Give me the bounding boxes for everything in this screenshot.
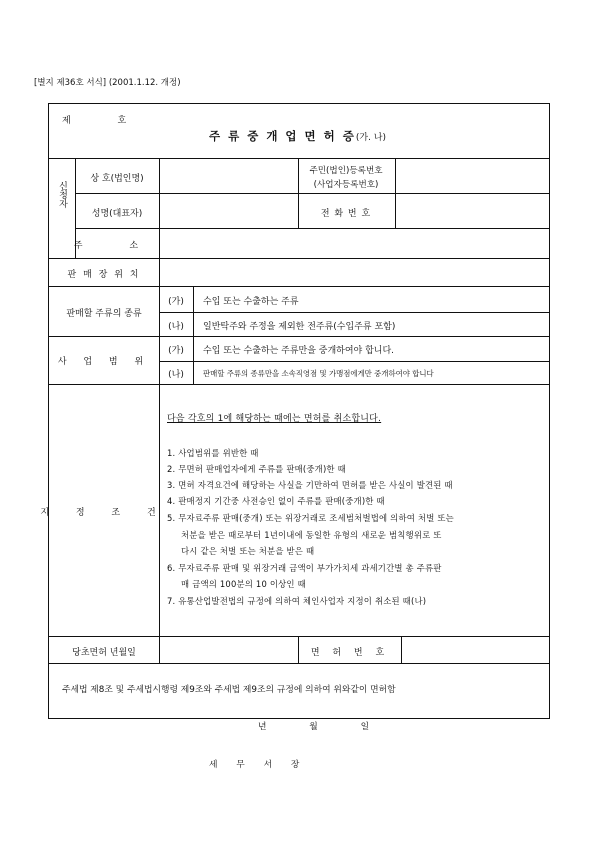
divider-title xyxy=(48,158,550,159)
license-mid-border-1 xyxy=(298,636,299,663)
original-license-date-label: 당초면허 년월일 xyxy=(72,648,136,658)
address-label: 주 소 xyxy=(73,241,161,251)
business-number-label: (사업자등록번호) xyxy=(313,180,379,190)
business-name-label: 상 호(법인명) xyxy=(90,174,144,184)
liquor-type-item: 일반탁주와 주정을 제외한 전주류(수입주류 포함) xyxy=(203,322,396,332)
scope-marker: (나) xyxy=(168,370,184,380)
divider-liquor-types xyxy=(159,312,550,313)
condition-item: 5. 무자료주류 판매(중개) 또는 위장거래로 조세범처벌법에 의하여 처벌 또는 xyxy=(167,513,454,523)
divider-scope xyxy=(159,361,550,362)
representative-name-label: 성명(대표자) xyxy=(91,209,143,219)
marker-column-border xyxy=(193,286,194,384)
divider-liquor-end xyxy=(48,336,550,337)
applicant-group-text: 신청자 xyxy=(57,181,67,208)
liquor-types-label: 판매할 주류의 종류 xyxy=(66,309,142,319)
license-mid-border-2 xyxy=(401,636,402,663)
condition-item: 1. 사업범위를 위반한 때 xyxy=(167,448,259,458)
divider-scope-end xyxy=(48,384,550,385)
divider-applicant-1 xyxy=(75,193,550,194)
form-title xyxy=(209,128,386,144)
legal-basis-text: 주세법 제8조 및 주세법시행령 제9조와 주세법 제9조의 규정에 의하여 위와같이 면허함 xyxy=(62,685,396,695)
divider-applicant-end xyxy=(48,258,550,259)
sales-location-label: 판 매 장 위 치 xyxy=(67,270,141,280)
divider-applicant-2 xyxy=(75,228,550,229)
scope-marker: (가) xyxy=(168,346,184,356)
form-title-sub: (가. 나) xyxy=(355,133,387,143)
conditions-label: 지 정 조 건 xyxy=(40,508,168,518)
condition-item: 4. 판매정지 기간중 사전승인 없이 주류를 판매(중개)한 때 xyxy=(167,496,385,506)
condition-item: 매 금액의 100분의 10 이상인 때 xyxy=(181,579,306,589)
scope-item: 판매할 주류의 종류만을 소속직영점 및 가맹점에게만 중개하여야 합니다 xyxy=(203,369,434,378)
conditions-intro: 다음 각호의 1에 해당하는 때에는 면허를 취소합니다. xyxy=(167,414,382,424)
condition-item: 처분을 받은 때로부터 1년이내에 동일한 유형의 새로운 범칙행위로 또 xyxy=(181,530,442,540)
divider-location xyxy=(48,286,550,287)
applicant-mid-border-1 xyxy=(298,158,299,228)
license-number-label: 면 허 번 호 xyxy=(310,648,390,658)
condition-item: 다시 같은 처벌 또는 처분을 받은 때 xyxy=(181,546,315,556)
applicant-mid-border-2 xyxy=(395,158,396,228)
serial-number-label: 제 호 xyxy=(62,116,149,126)
resident-number-label: 주민(법인)등록번호 xyxy=(309,166,383,176)
form-number-note: [별지 제36호 서식] (2001.1.12. 개정) xyxy=(34,78,181,88)
liquor-type-marker: (나) xyxy=(168,322,184,332)
condition-item: 2. 무면허 판매업자에게 주류를 판매(중개)한 때 xyxy=(167,464,346,474)
condition-item: 7. 유통산업발전법의 규정에 의하여 체인사업자 지정이 취소된 때(나) xyxy=(167,596,427,606)
business-scope-label: 사 업 범 위 xyxy=(57,357,151,367)
phone-number-label: 전 화 번 호 xyxy=(320,209,372,219)
applicant-group-label xyxy=(55,181,69,208)
divider-license-date xyxy=(48,663,550,664)
issuer-title: 세 무 서 장 xyxy=(209,760,308,770)
condition-item: 6. 무자료주류 판매 및 위장거래 금액이 부가가치세 과세기간별 총 주류판 xyxy=(167,563,442,573)
issue-date-line: 년 월 일 xyxy=(258,722,390,732)
label-column-border xyxy=(159,158,160,663)
divider-conditions-end xyxy=(48,636,550,637)
scope-item: 수입 또는 수출하는 주류만을 중개하여야 합니다. xyxy=(203,346,395,356)
liquor-type-item: 수입 또는 수출하는 주류 xyxy=(203,297,299,307)
liquor-type-marker: (가) xyxy=(168,297,184,307)
form-title-main: 주 류 중 개 업 면 허 증 xyxy=(208,129,356,143)
condition-item: 3. 면허 자격요건에 해당하는 사실을 기만하여 면허를 받은 사실이 발견된 때 xyxy=(167,480,453,490)
